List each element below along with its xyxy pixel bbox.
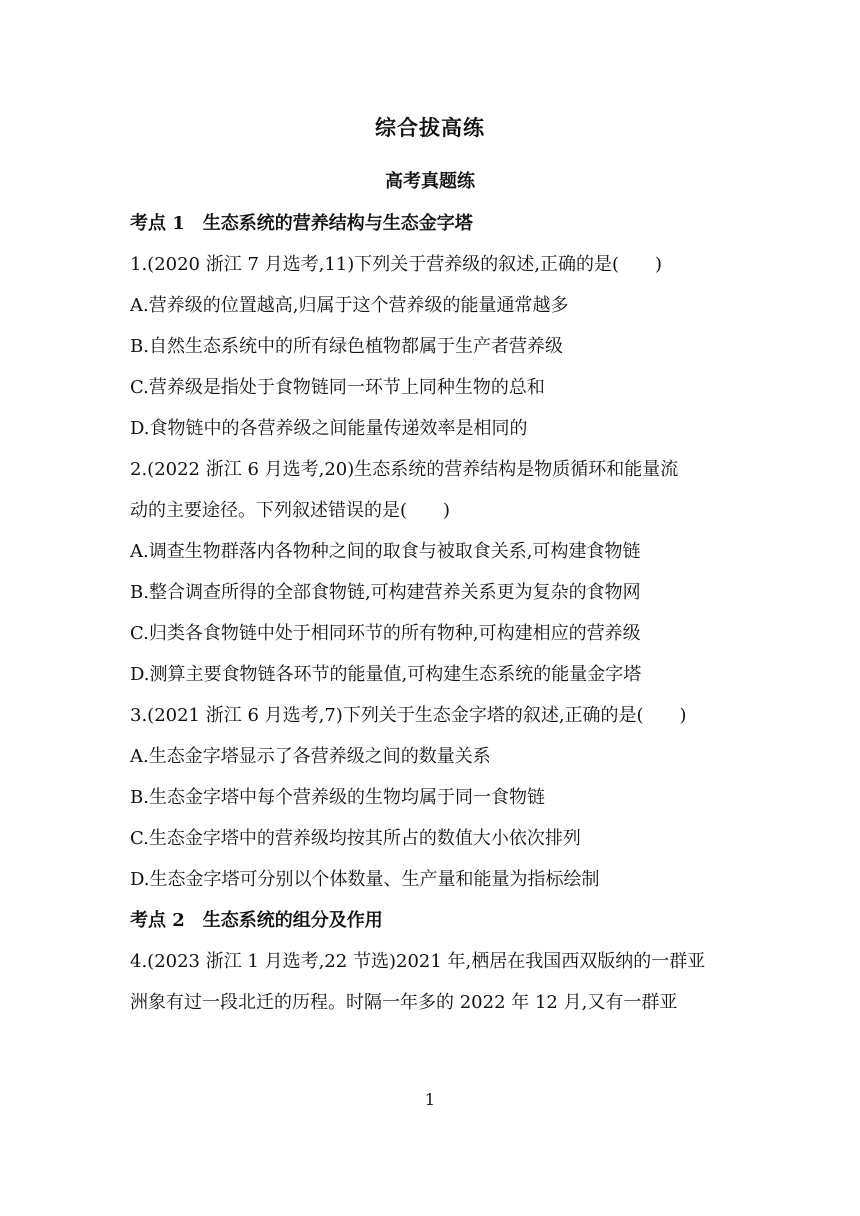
answer-option: B.整合调查所得的全部食物链,可构建营养关系更为复杂的食物网 xyxy=(130,582,641,603)
page-title: 综合拔高练 xyxy=(375,115,485,140)
section-heading xyxy=(130,203,730,244)
question-stem: 1.(2020 浙江 7 月选考,11)下列关于营养级的叙述,正确的是( ) xyxy=(130,254,663,275)
section-label: 考点 2 xyxy=(130,910,185,931)
page-number: 1 xyxy=(424,1090,436,1109)
answer-option: C.归类各食物链中处于相同环节的所有物种,可构建相应的营养级 xyxy=(130,623,641,644)
question-stem: 动的主要途径。下列叙述错误的是( ) xyxy=(130,500,451,521)
section-title: 生态系统的组分及作用 xyxy=(202,910,383,931)
page-subtitle: 高考真题练 xyxy=(385,171,475,192)
content-body xyxy=(130,203,730,1023)
answer-option: A.调查生物群落内各物种之间的取食与被取食关系,可构建食物链 xyxy=(130,541,641,562)
question-stem: 洲象有过一段北迁的历程。时隔一年多的 2022 年 12 月,又有一群亚 xyxy=(130,992,678,1013)
answer-option: C.营养级是指处于食物链同一环节上同种生物的总和 xyxy=(130,377,545,398)
section-heading xyxy=(130,900,730,941)
question-stem: 2.(2022 浙江 6 月选考,20)生态系统的营养结构是物质循环和能量流 xyxy=(130,459,679,480)
answer-option: B.生态金字塔中每个营养级的生物均属于同一食物链 xyxy=(130,787,545,808)
section-label: 考点 1 xyxy=(130,213,185,234)
section-title: 生态系统的营养结构与生态金字塔 xyxy=(202,213,473,234)
answer-option: B.自然生态系统中的所有绿色植物都属于生产者营养级 xyxy=(130,336,563,357)
answer-option: D.生态金字塔可分别以个体数量、生产量和能量为指标绘制 xyxy=(130,869,600,890)
answer-option: A.生态金字塔显示了各营养级之间的数量关系 xyxy=(130,746,491,767)
answer-option: A.营养级的位置越高,归属于这个营养级的能量通常越多 xyxy=(130,295,569,316)
answer-option: D.食物链中的各营养级之间能量传递效率是相同的 xyxy=(130,418,528,439)
question-stem: 4.(2023 浙江 1 月选考,22 节选)2021 年,栖居在我国西双版纳的一群亚 xyxy=(130,951,706,972)
answer-option: D.测算主要食物链各环节的能量值,可构建生态系统的能量金字塔 xyxy=(130,664,642,685)
question-stem: 3.(2021 浙江 6 月选考,7)下列关于生态金字塔的叙述,正确的是( ) xyxy=(130,705,687,726)
answer-option: C.生态金字塔中的营养级均按其所占的数值大小依次排列 xyxy=(130,828,581,849)
